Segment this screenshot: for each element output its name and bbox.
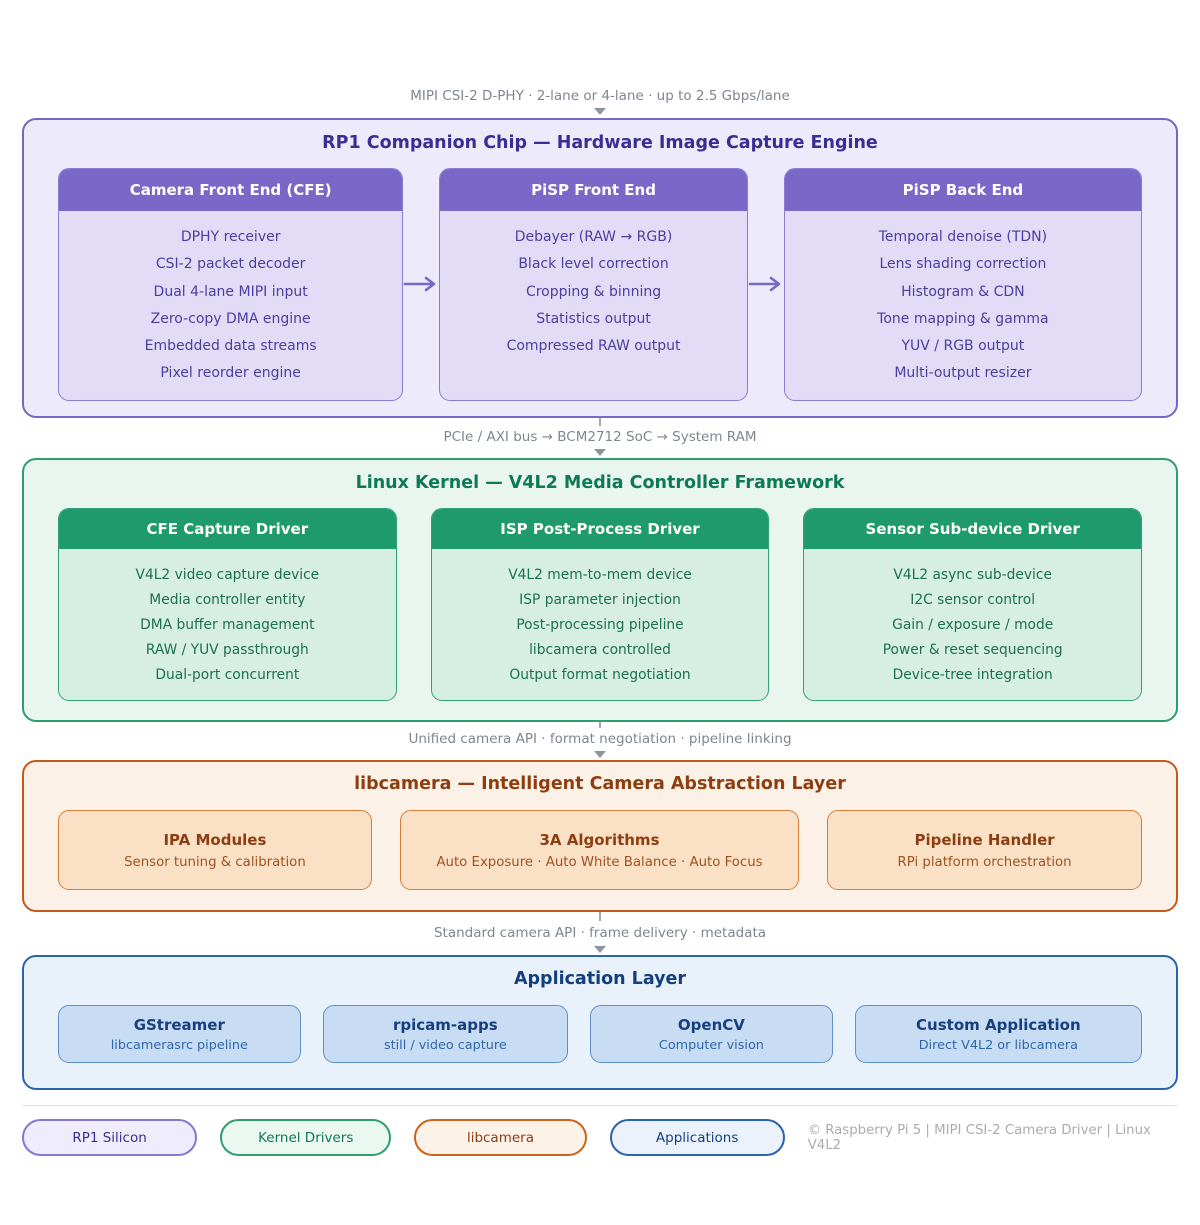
feature-item: Histogram & CDN (901, 283, 1025, 300)
box-rpicam-apps (323, 1005, 569, 1063)
box-ipa-modules-subtitle: Sensor tuning & calibration (124, 854, 306, 870)
connector-line (599, 912, 601, 921)
box-3a-algorithms (400, 810, 799, 890)
box-gstreamer (58, 1005, 301, 1063)
box-pisp-back-end (784, 168, 1142, 401)
layer-kernel-boxes (58, 508, 1142, 701)
legend-pill-kernel-drivers: Kernel Drivers (220, 1119, 391, 1156)
connector-unified-api (0, 722, 1200, 760)
feature-item: YUV / RGB output (901, 338, 1025, 355)
box-pisp-front-end (439, 168, 747, 401)
feature-item: Tone mapping & gamma (877, 310, 1049, 327)
divider (22, 1105, 1178, 1106)
feature-item: CSI-2 packet decoder (155, 256, 306, 273)
layer-applications-boxes (58, 1005, 1142, 1063)
feature-item: V4L2 mem-to-mem device (508, 567, 692, 583)
feature-item: DPHY receiver (180, 229, 281, 245)
layer-kernel (22, 458, 1178, 722)
connector-unified-api-label: Unified camera API · format negotiation · pipeline linking (408, 731, 792, 747)
feature-item: Dual 4-lane MIPI input (153, 283, 308, 300)
box-pipeline-handler (827, 810, 1142, 890)
feature-item: V4L2 async sub-device (893, 567, 1052, 583)
box-pisp-back-end-title: PiSP Back End (785, 169, 1141, 211)
box-camera-front-end-items (59, 211, 402, 400)
feature-item: Compressed RAW output (506, 338, 681, 355)
feature-item: Cropping & binning (525, 283, 662, 300)
feature-item: Power & reset sequencing (882, 642, 1063, 658)
feature-item: ISP parameter injection (519, 592, 681, 608)
feature-item: Statistics output (536, 310, 651, 327)
box-custom-application (855, 1005, 1142, 1063)
feature-item: DMA buffer management (140, 617, 315, 633)
feature-item: Multi-output resizer (894, 365, 1032, 382)
feature-item: V4L2 video capture device (135, 567, 320, 583)
layer-rp1-boxes (58, 168, 1142, 401)
feature-item: Lens shading correction (879, 256, 1047, 273)
feature-item: Embedded data streams (144, 338, 317, 355)
box-isp-post-process-driver-items (432, 549, 769, 700)
box-camera-front-end (58, 168, 403, 401)
layer-rp1-title: RP1 Companion Chip — Hardware Image Capture Engine (322, 133, 878, 153)
box-ipa-modules-title: IPA Modules (163, 830, 267, 849)
connector-mipi-label: MIPI CSI-2 D-PHY · 2-lane or 4-lane · up to 2.5 Gbps/lane (410, 88, 790, 104)
layer-applications (22, 955, 1178, 1090)
box-3a-algorithms-title: 3A Algorithms (539, 830, 660, 849)
layer-libcamera (22, 760, 1178, 912)
feature-item: Temporal denoise (TDN) (878, 229, 1048, 245)
feature-item: Zero-copy DMA engine (150, 310, 311, 327)
box-camera-front-end-title: Camera Front End (CFE) (59, 169, 402, 211)
box-rpicam-apps-title: rpicam-apps (393, 1015, 498, 1034)
arrow-down-icon (594, 751, 606, 758)
box-pisp-front-end-title: PiSP Front End (440, 169, 746, 211)
box-gstreamer-title: GStreamer (133, 1015, 225, 1034)
layer-libcamera-title: libcamera — Intelligent Camera Abstraction Layer (354, 774, 846, 794)
box-opencv-subtitle: Computer vision (658, 1037, 764, 1053)
box-isp-post-process-driver-title: ISP Post-Process Driver (432, 509, 769, 549)
box-ipa-modules (58, 810, 372, 890)
box-sensor-subdevice-driver-items (804, 549, 1141, 700)
box-3a-algorithms-subtitle: Auto Exposure · Auto White Balance · Auto Focus (436, 854, 763, 870)
feature-item: Media controller entity (149, 592, 306, 608)
box-pisp-back-end-items (785, 211, 1141, 400)
feature-item: Black level correction (518, 256, 669, 273)
connector-standard-api (0, 912, 1200, 955)
footer-credit: © Raspberry Pi 5 | MIPI CSI-2 Camera Driver | Linux V4L2 (807, 1122, 1151, 1153)
arrow-down-icon (594, 108, 606, 115)
box-custom-application-subtitle: Direct V4L2 or libcamera (918, 1037, 1079, 1053)
box-cfe-capture-driver-items (59, 549, 396, 700)
connector-line (599, 418, 601, 426)
layer-rp1 (22, 118, 1178, 418)
box-opencv-title: OpenCV (677, 1015, 745, 1034)
legend-pill-applications: Applications (610, 1119, 785, 1156)
arrow-down-icon (594, 946, 606, 953)
feature-item: Pixel reorder engine (160, 365, 301, 382)
box-custom-application-title: Custom Application (916, 1015, 1081, 1034)
box-sensor-subdevice-driver (803, 508, 1142, 701)
right-arrow-icon (748, 168, 784, 401)
box-pipeline-handler-title: Pipeline Handler (914, 830, 1055, 849)
feature-item: Post-processing pipeline (516, 617, 684, 633)
right-arrow-icon (403, 168, 439, 401)
feature-item: Device-tree integration (892, 667, 1053, 683)
arrow-down-icon (594, 449, 606, 456)
feature-item: I2C sensor control (910, 592, 1036, 608)
feature-item: libcamera controlled (529, 642, 671, 658)
box-gstreamer-subtitle: libcamerasrc pipeline (110, 1037, 248, 1053)
feature-item: Output format negotiation (509, 667, 691, 683)
box-pipeline-handler-subtitle: RPi platform orchestration (897, 854, 1072, 870)
feature-item: Gain / exposure / mode (892, 617, 1054, 633)
feature-item: Debayer (RAW → RGB) (514, 229, 673, 245)
box-opencv (590, 1005, 833, 1063)
feature-item: Dual-port concurrent (155, 667, 300, 683)
box-sensor-subdevice-driver-title: Sensor Sub-device Driver (804, 509, 1141, 549)
feature-item: RAW / YUV passthrough (145, 642, 309, 658)
connector-pcie (0, 418, 1200, 458)
legend-pill-libcamera: libcamera (414, 1119, 586, 1156)
box-pisp-front-end-items (440, 211, 746, 372)
layer-kernel-title: Linux Kernel — V4L2 Media Controller Framework (355, 473, 845, 493)
connector-mipi (0, 0, 1200, 118)
connector-line (599, 722, 601, 728)
legend (22, 1119, 1178, 1156)
box-rpicam-apps-subtitle: still / video capture (383, 1037, 507, 1053)
connector-pcie-label: PCIe / AXI bus → BCM2712 SoC → System RAM (443, 429, 757, 445)
connector-standard-api-label: Standard camera API · frame delivery · metadata (433, 925, 767, 941)
box-cfe-capture-driver (58, 508, 397, 701)
layer-applications-title: Application Layer (513, 969, 687, 989)
layer-libcamera-boxes (58, 810, 1142, 890)
legend-pill-rp1-silicon: RP1 Silicon (22, 1119, 197, 1156)
box-cfe-capture-driver-title: CFE Capture Driver (59, 509, 396, 549)
box-isp-post-process-driver (431, 508, 770, 701)
